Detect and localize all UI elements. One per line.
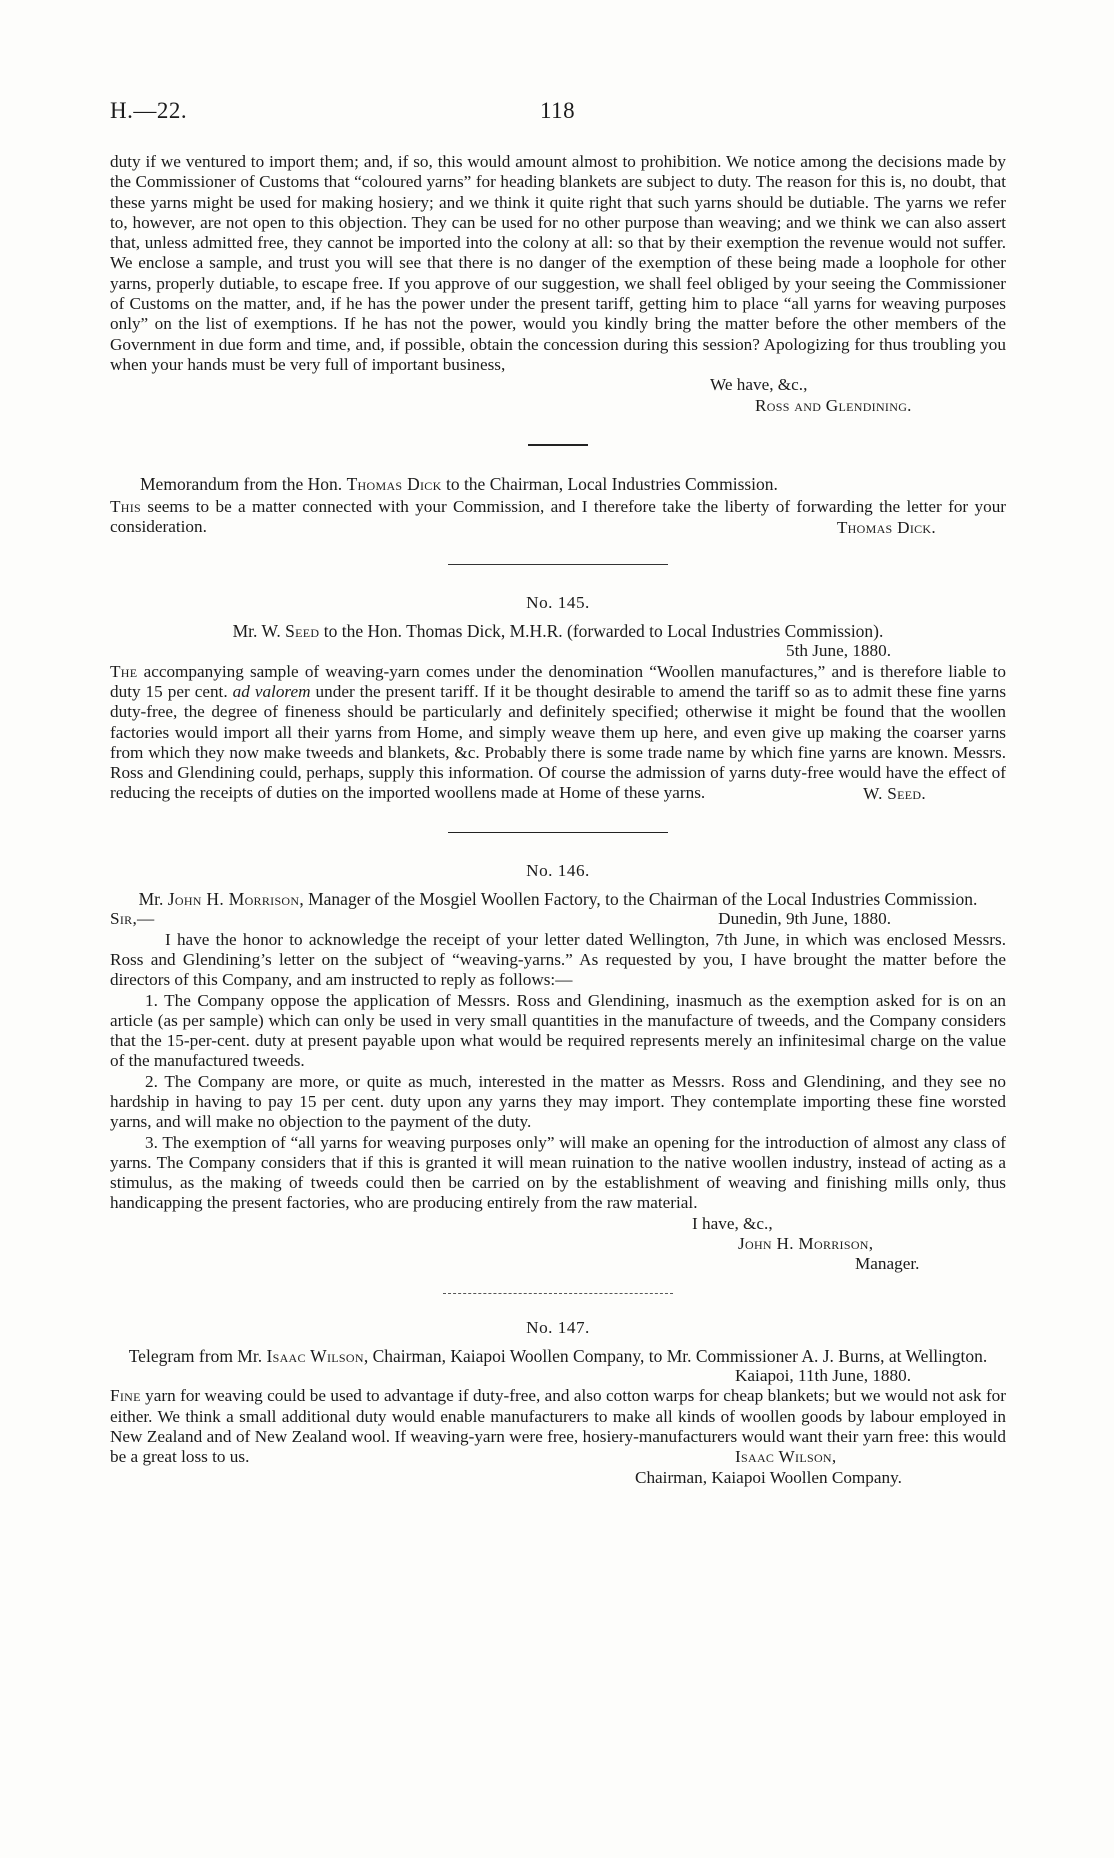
title-prefix: Telegram from Mr. xyxy=(128,1345,263,1366)
section-divider xyxy=(448,832,668,833)
letter-body: duty if we ventured to import them; and, if so, this would amount almost to prohibition. We notice among the decisions made by the Commissioner of Customs that “coloured yarns” for heading blankets are subject to duty. The reason for this is, no doubt, that these yarns might be used for making hosiery; and we think it quite right that such yarns should be dutiable. The yarns we refer to, however, are not open to this objection. They can be used for no other purpose than weaving; and we think we can also assert that, unless admitted free, they cannot be imported into the colony at all: so that by their exemption the revenue would not suffer. We enclose a sample, and trust you will see that there is no danger of the exemption of these being made a loophole for other yarns, properly dutiable, to escape free. If you approve of our suggestion, we shall feel obliged by your seeing the Commissioner of Customs on the matter, and, if he has the power under the present tariff, getting him to place “all yarns for weaving purposes only” on the list of exemptions. If he has not the power, would you kindly bring the matter before the other members of the Government in due form and time, and, if possible, obtain the concession during this session? Apologizing for thus troubling you when your hands must be very full of important business, xyxy=(110,152,1006,374)
section-title xyxy=(110,1346,1006,1366)
section-signoff xyxy=(110,1214,1006,1275)
section-divider xyxy=(528,444,588,446)
page-column xyxy=(110,152,1006,1488)
section-signature: John H. Morrison, xyxy=(738,1234,874,1254)
memorandum-text: seems to be a matter connected with your Commission, and I therefore take the liberty of forwarding the letter for your consideration. xyxy=(110,497,1007,537)
signatory-role: Manager. xyxy=(855,1254,920,1274)
salutation: Sir,— xyxy=(110,909,155,929)
title-prefix: Mr. W. xyxy=(232,621,281,642)
body-part-1: accompanying sample of weaving-yarn comes under the denomination “Woollen manufactures,” and is therefore liable to duty 15 per cent. xyxy=(110,661,1007,701)
title-suffix: , Chairman, Kaiapoi Woollen Company, to Mr. Commissioner A. J. Burns, at Wellington. xyxy=(363,1345,988,1366)
letter-signature: Ross and Glendining. xyxy=(755,395,912,415)
section-signature: Isaac Wilson, xyxy=(735,1447,837,1467)
section-title xyxy=(110,889,1006,909)
letter-no-145 xyxy=(110,593,1006,804)
section-heading: No. 146. xyxy=(526,861,590,881)
salutation-line xyxy=(110,909,1006,929)
section-title xyxy=(110,621,1006,641)
memorandum-title-prefix: Memorandum from the Hon. xyxy=(140,473,343,494)
point-2: 2. The Company are more, or quite as much, interested in the matter as Messrs. Ross and Glendining, and they see no hardship in having to pay 15 per cent. duty upon any yarns they may import. They contemplate importing these fine worsted yarns, and will make no objection to the payment of the duty. xyxy=(110,1071,1006,1132)
report-code: H.—22. xyxy=(110,98,188,123)
body-italic: ad valorem xyxy=(232,681,311,701)
title-name: Seed xyxy=(285,621,320,642)
section-divider xyxy=(443,1293,673,1294)
section-date: Kaiapoi, 11th June, 1880. xyxy=(735,1365,911,1385)
memorandum-title xyxy=(110,474,1006,494)
point-1: 1. The Company oppose the application of Messrs. Ross and Glendining, inasmuch as the exemption asked for is on an article (as per sample) which can only be used in very small quantities in the manufacture of tweeds, and the Company considers that the 15-per-cent. duty at present payable upon what would be required represents merely an infinitesimal charge on the value of the manufactured tweeds. xyxy=(110,990,1006,1071)
memorandum-thomas-dick xyxy=(110,474,1006,538)
letter-closing: We have, &c., xyxy=(710,375,808,395)
intro-paragraph: I have the honor to acknowledge the receipt of your letter dated Wellington, 7th June, in which was enclosed Messrs. Ross and Glendining’s letter on the subject of “weaving-yarns.” As requested by you, I have brought the matter before the directors of this Company, and am instructed to reply as follows:— xyxy=(110,929,1006,990)
letter-no-146 xyxy=(110,861,1006,1275)
section-signature: W. Seed. xyxy=(863,783,926,803)
letter-ross-glendining xyxy=(110,152,1006,416)
title-suffix: to the Hon. Thomas Dick, M.H.R. (forwarded to Local Industries Commission). xyxy=(323,621,884,642)
title-name: Isaac Wilson xyxy=(266,1345,364,1366)
section-body xyxy=(110,662,1006,804)
section-divider xyxy=(448,564,668,565)
section-heading: No. 145. xyxy=(526,593,590,613)
title-prefix: Mr. xyxy=(138,889,164,910)
section-date: Dunedin, 9th June, 1880. xyxy=(718,909,891,929)
body-text: yarn for weaving could be used to advantage if duty-free, and also cotton warps for cheap blankets; but we would not ask for either. We think a small additional duty would enable manufacturers to make all kinds of woollen goods by labour employed in New Zealand and of New Zealand wool. If weaving-yarn were free, hosiery-manufacturers would want their yarn free: this would be a great loss to us. xyxy=(110,1386,1006,1467)
memorandum-title-name: Thomas Dick xyxy=(346,473,442,494)
page-number: 118 xyxy=(540,98,576,123)
memorandum-signature: Thomas Dick. xyxy=(836,517,936,537)
memorandum-lead: This xyxy=(110,497,142,517)
title-name: John H. Morrison xyxy=(167,889,300,910)
point-3: 3. The exemption of “all yarns for weaving purposes only” will make an opening for the introduction of almost any class of yarns. The Company considers that if this is granted it will mean ruination to the native woollen industry, instead of acting as a stimulus, as the making of tweeds could then be carried on by the establishment of weaving and finishing mills only, thus handicapping the present factories, who are producing entirely from the raw material. xyxy=(110,1132,1006,1213)
letter-signoff xyxy=(110,375,1006,416)
section-heading: No. 147. xyxy=(526,1317,590,1337)
body-lead: The xyxy=(110,661,138,681)
memorandum-title-suffix: to the Chairman, Local Industries Commission. xyxy=(445,473,778,494)
body-lead: Fine xyxy=(110,1386,141,1406)
title-suffix: , Manager of the Mosgiel Woollen Factory, to the Chairman of the Local Industries Commission. xyxy=(299,889,978,910)
closing: I have, &c., xyxy=(692,1213,773,1233)
memorandum-signoff xyxy=(110,518,1006,538)
body-part-2: under the present tariff. If it be thought desirable to amend the tariff so as to admit these fine yarns duty-free, the degree of fineness should be particularly and definitely specified; otherwise it might be found that the woollen factories would import all their yarns from Home, and simply weave them up here, and even give up making the coarser yarns from which they now make tweeds and blankets, &c. Probably there is some trade name by which fine yarns are known. Messrs. Ross and Glendining could, perhaps, supply this information. Of course the admission of yarns duty-free would have the effect of reducing the receipts of duties on the imported woollens made at Home of these yarns. xyxy=(110,681,1007,803)
section-date: 5th June, 1880. xyxy=(785,641,891,661)
telegram-no-147 xyxy=(110,1318,1006,1488)
signatory-role: Chairman, Kaiapoi Woollen Company. xyxy=(635,1467,902,1487)
